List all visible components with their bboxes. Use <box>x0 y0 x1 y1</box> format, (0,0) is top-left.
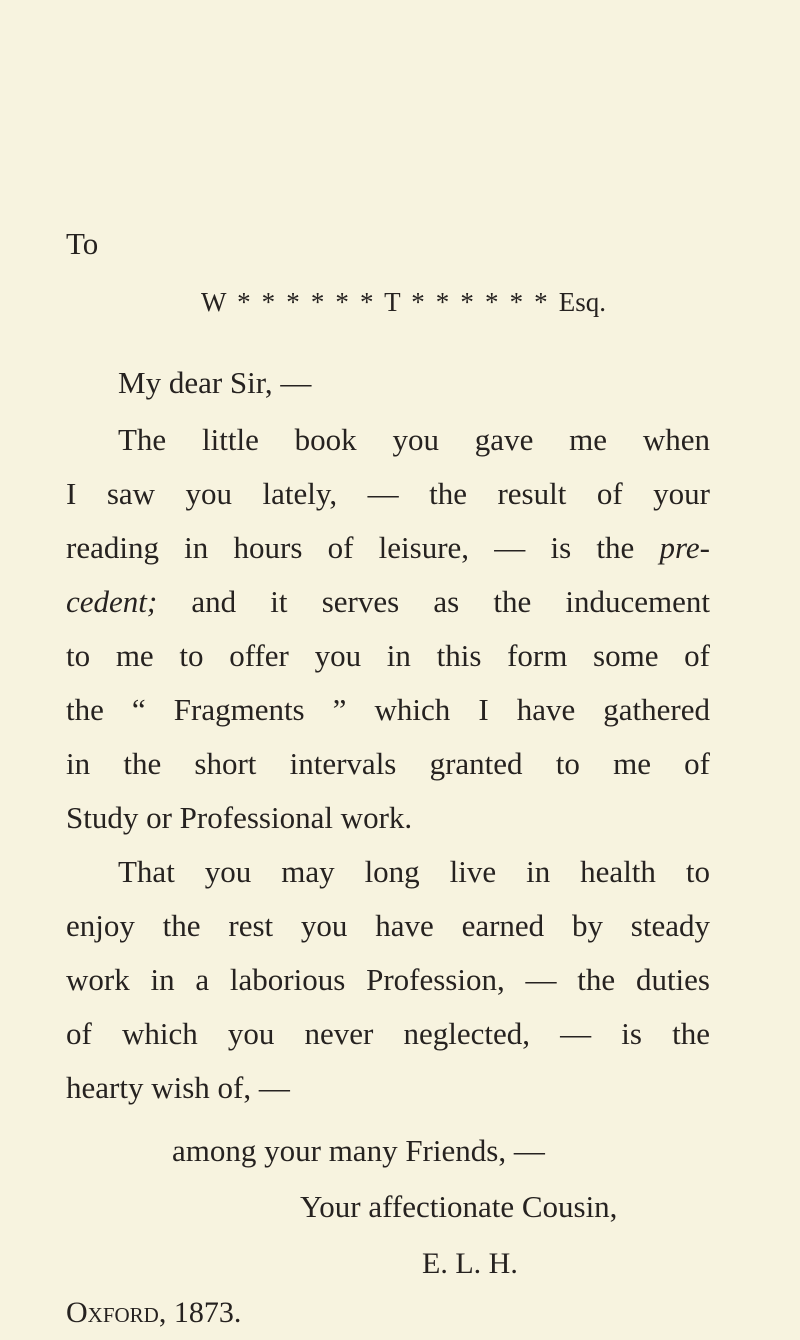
dedication-to: To <box>66 226 99 261</box>
letter-line-4-italic: cedent; <box>66 584 158 619</box>
letter-line-3-italic: pre- <box>659 530 710 565</box>
letter-line-13: hearty wish of, — <box>66 1070 290 1105</box>
letter-line-11: work in a laborious Profession, — the duties <box>66 962 710 997</box>
closing-friends: among your many Friends, — <box>172 1133 545 1168</box>
letter-line-2: I saw you lately, — the result of your <box>66 476 710 511</box>
letter-line-4 <box>66 582 710 622</box>
place-date: Oxford, 1873. <box>66 1296 242 1329</box>
letter-line-3 <box>66 528 710 568</box>
signature-initials: E. L. H. <box>422 1247 518 1280</box>
letter-line-9: That you may long live in health to <box>118 854 710 889</box>
closing-cousin: Your affectionate Cousin, <box>300 1189 618 1224</box>
letter-line-6: the “ Fragments ” which I have gathered <box>66 692 710 727</box>
dedication-recipient: W * * * * * * T * * * * * * Esq. <box>201 287 606 317</box>
letter-line-4-text: and it serves as the inducement <box>157 584 710 619</box>
letter-line-3-text: reading in hours of leisure, — is the <box>66 530 660 565</box>
letter-line-7: in the short intervals granted to me of <box>66 746 710 781</box>
letter-line-10: enjoy the rest you have earned by steady <box>66 908 710 943</box>
salutation: My dear Sir, — <box>118 365 312 400</box>
letter-line-12: of which you never neglected, — is the <box>66 1016 710 1051</box>
letter-line-5: to me to offer you in this form some of <box>66 638 710 673</box>
letter-line-1: The little book you gave me when <box>118 422 710 457</box>
letter-line-8: Study or Professional work. <box>66 800 413 835</box>
